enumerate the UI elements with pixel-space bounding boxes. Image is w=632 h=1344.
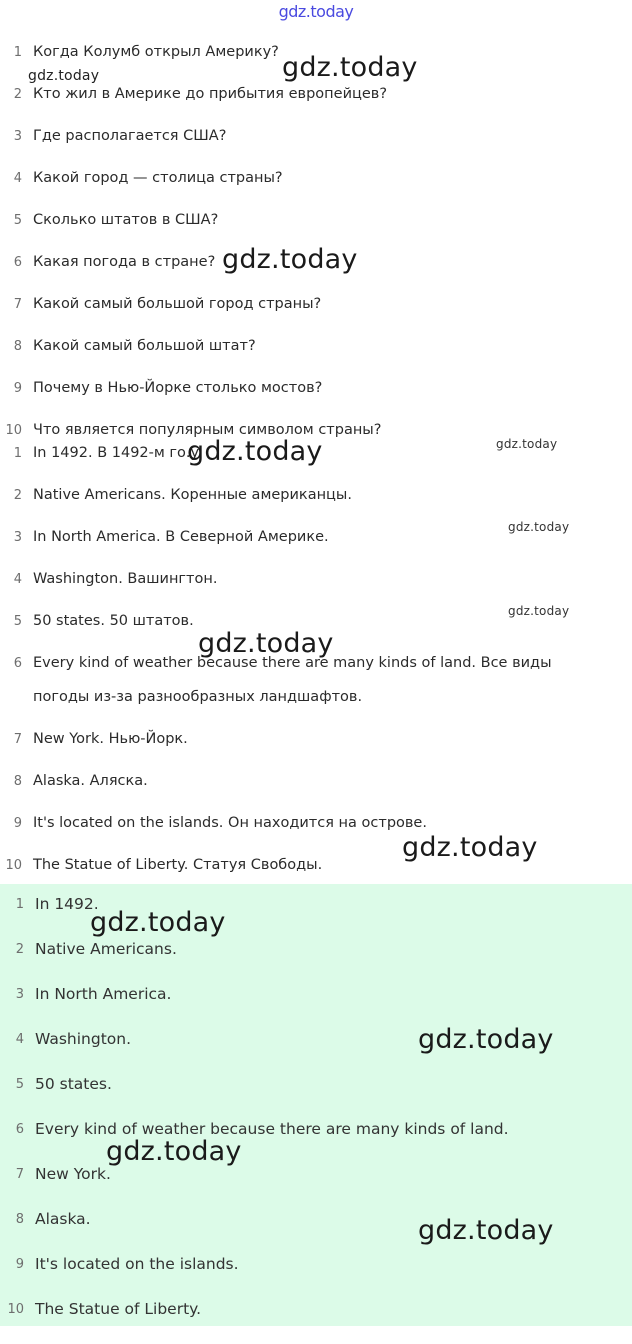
question-text: Какой самый большой штат? (33, 338, 256, 354)
question-text: Где располагается США? (33, 128, 227, 144)
answer-row (0, 894, 632, 939)
question-number: 9 (13, 381, 22, 396)
question-text: Когда Колумб открыл Америку? (33, 44, 279, 60)
question-number: 4 (13, 171, 22, 186)
question-number: 1 (13, 45, 22, 60)
answer-number: 9 (15, 1257, 24, 1272)
answer-text: Native Americans. Коренные американцы. (33, 487, 352, 503)
answer-number: 1 (13, 446, 22, 461)
answer-row (0, 527, 632, 569)
answer-text: The Statue of Liberty. (35, 1300, 202, 1318)
answer-number: 4 (15, 1032, 24, 1047)
watermark: gdz.today (496, 437, 558, 451)
watermark: gdz.today (282, 52, 418, 83)
answer-number: 7 (15, 1167, 24, 1182)
question-number: 8 (13, 339, 22, 354)
answer-number: 9 (13, 816, 22, 831)
answer-number: 3 (13, 530, 22, 545)
answer-row (0, 569, 632, 611)
answer-number: 4 (13, 572, 22, 587)
watermark: gdz.today (418, 1024, 554, 1055)
answer-row (0, 729, 632, 771)
answer-text: In 1492. (35, 895, 99, 913)
question-number: 3 (13, 129, 22, 144)
answer-row (0, 1254, 632, 1299)
answer-number: 5 (13, 614, 22, 629)
answer-text: The Statue of Liberty. Статуя Свободы. (33, 857, 323, 873)
answer-text: In North America. В Северной Америке. (33, 529, 329, 545)
answer-row (0, 1164, 632, 1209)
question-row (0, 294, 632, 336)
answer-row (0, 443, 632, 485)
question-row (0, 210, 632, 252)
question-text: Что является популярным символом страны? (33, 422, 382, 438)
questions-list (0, 32, 632, 462)
answer-number: 1 (15, 897, 24, 912)
answer-number: 10 (7, 1302, 24, 1317)
watermark: gdz.today (508, 520, 570, 534)
question-row (0, 126, 632, 168)
answer-number: 3 (15, 987, 24, 1002)
answer-text: 50 states. 50 штатов. (33, 613, 194, 629)
answer-text: Alaska. (35, 1210, 91, 1228)
answer-row (0, 1074, 632, 1119)
answer-text: Every kind of weather because there are many kinds of land. Все виды погоды из-за разнообразных ландшафтов. (33, 655, 552, 705)
watermark: gdz.today (402, 832, 538, 863)
question-number: 2 (13, 87, 22, 102)
answer-number: 8 (15, 1212, 24, 1227)
answer-number: 5 (15, 1077, 24, 1092)
answer-row (0, 1119, 632, 1164)
question-row (0, 336, 632, 378)
answer-row (0, 653, 632, 729)
watermark: gdz.today (90, 907, 226, 938)
answer-row (0, 771, 632, 813)
question-text: Какой город — столица страны? (33, 170, 283, 186)
answer-number: 6 (13, 656, 22, 671)
question-text: Кто жил в Америке до прибытия европейцев? (33, 86, 388, 102)
answer-text: Native Americans. (35, 940, 177, 958)
answer-text: New York. (35, 1165, 111, 1183)
watermark: gdz.today (222, 244, 358, 275)
watermark: gdz.today (418, 1215, 554, 1246)
question-text: Почему в Нью-Йорке столько мостов? (33, 380, 323, 396)
watermark: gdz.today (28, 68, 100, 84)
answer-row (0, 984, 632, 1029)
answer-text: New York. Нью-Йорк. (33, 731, 188, 747)
question-row (0, 168, 632, 210)
answer-text: In North America. (35, 985, 172, 1003)
answer-text: In 1492. В 1492-м го.у (33, 445, 200, 461)
answer-row (0, 939, 632, 984)
watermark: gdz.today (198, 628, 334, 659)
answer-number: 2 (13, 488, 22, 503)
answer-row (0, 813, 632, 855)
question-text: Сколько штатов в США? (33, 212, 219, 228)
question-number: 5 (13, 213, 22, 228)
question-text: Какой самый большой город страны? (33, 296, 322, 312)
site-logo[interactable]: gdz.today (278, 2, 354, 21)
answer-text: Every kind of weather because there are many kinds of land. (35, 1120, 509, 1138)
question-row (0, 42, 632, 84)
question-number: 6 (13, 255, 22, 270)
answer-text: Alaska. Аляска. (33, 773, 148, 789)
answers-translated-list (0, 433, 632, 897)
answer-text: Washington. (35, 1030, 132, 1048)
answer-text: It's located on the islands. Он находится на острове. (33, 815, 427, 831)
answer-number: 8 (13, 774, 22, 789)
answer-text: It's located on the islands. (35, 1255, 239, 1273)
question-number: 10 (5, 423, 22, 438)
answer-row (0, 1299, 632, 1344)
watermark: gdz.today (106, 1136, 242, 1167)
answer-text: Washington. Вашингтон. (33, 571, 218, 587)
answer-number: 6 (15, 1122, 24, 1137)
question-row (0, 84, 632, 126)
answers-english-list (0, 884, 632, 1326)
answer-row (0, 1029, 632, 1074)
answer-row (0, 1209, 632, 1254)
question-row (0, 378, 632, 420)
question-number: 7 (13, 297, 22, 312)
answer-row (0, 485, 632, 527)
answer-number: 2 (15, 942, 24, 957)
question-text: Какая погода в стране? (33, 254, 216, 270)
answer-number: 7 (13, 732, 22, 747)
answer-text: 50 states. (35, 1075, 112, 1093)
answer-number: 10 (5, 858, 22, 873)
question-row (0, 252, 632, 294)
watermark: gdz.today (187, 436, 323, 467)
watermark: gdz.today (508, 604, 570, 618)
